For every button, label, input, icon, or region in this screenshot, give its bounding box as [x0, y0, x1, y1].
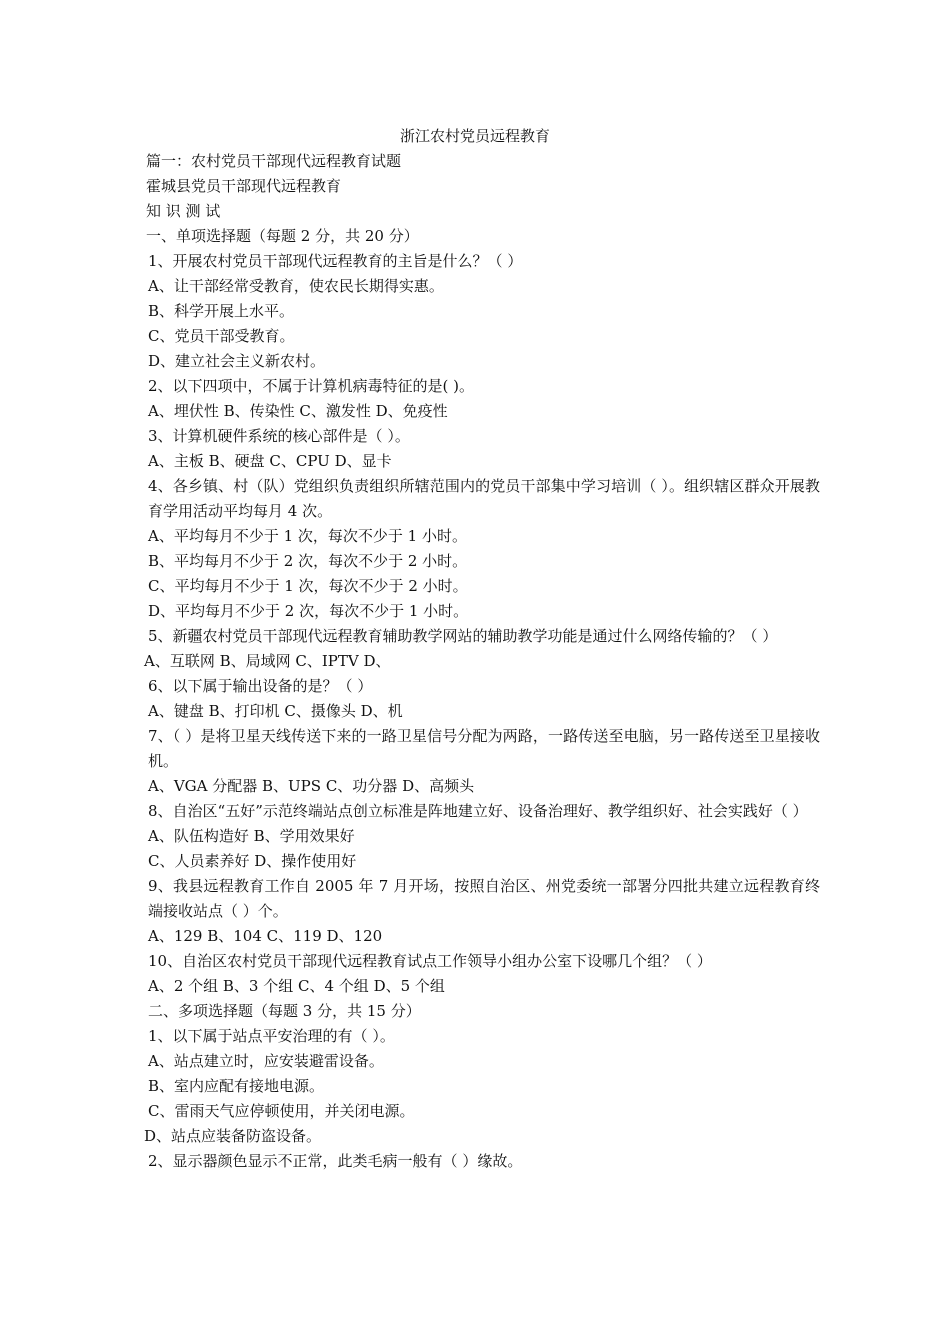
- subtitle: 知 识 测 试: [146, 202, 221, 220]
- question: 8、自治区“五好”示范终端站点创立标准是阵地建立好、设备治理好、教学组织好、社会实践好（ ）: [148, 802, 808, 820]
- question: 1、开展农村党员干部现代远程教育的主旨是什么？（ ）: [148, 252, 523, 270]
- option: D、建立社会主义新农村。: [148, 352, 326, 370]
- option: B、室内应配有接地电源。: [148, 1077, 325, 1095]
- question: 1、以下属于站点平安治理的有（ ）。: [148, 1027, 395, 1045]
- section-heading: 篇一：农村党员干部现代远程教育试题: [146, 152, 402, 170]
- option: A、VGA 分配器 B、UPS C、功分器 D、高频头: [148, 777, 475, 795]
- option: C、平均每月不少于 1 次，每次不少于 2 小时。: [148, 577, 468, 595]
- question: 4、各乡镇、村（队）党组织负责组织所辖范围内的党员干部集中学习培训（ ）。组织辖区群众开展教育学用活动平均每月 4 次。: [148, 477, 820, 520]
- option: A、互联网 B、局域网 C、IPTV D、: [144, 652, 391, 670]
- question: 2、以下四项中，不属于计算机病毒特征的是( )。: [148, 377, 475, 395]
- question: 7、（ ）是将卫星天线传送下来的一路卫星信号分配为两路，一路传送至电脑，另一路传送至卫星接收机。: [148, 727, 820, 770]
- question: 9、我县远程教育工作自 2005 年 7 月开场，按照自治区、州党委统一部署分四批共建立远程教育终端接收站点（ ）个。: [148, 877, 820, 920]
- option: D、站点应装备防盗设备。: [144, 1127, 322, 1145]
- option: C、党员干部受教育。: [148, 327, 295, 345]
- option: A、让干部经常受教育，使农民长期得实惠。: [148, 277, 444, 295]
- option: B、平均每月不少于 2 次，每次不少于 2 小时。: [148, 552, 468, 570]
- option: D、平均每月不少于 2 次，每次不少于 1 小时。: [148, 602, 469, 620]
- option: A、队伍构造好 B、学用效果好: [148, 827, 355, 845]
- option: A、主板 B、硬盘 C、CPU D、显卡: [148, 452, 392, 470]
- option: B、科学开展上水平。: [148, 302, 295, 320]
- document-body: [146, 149, 820, 1174]
- option: A、站点建立时，应安装避雷设备。: [148, 1052, 384, 1070]
- part-heading: 一、单项选择题（每题 2 分，共 20 分）: [146, 227, 419, 245]
- option: C、人员素养好 D、操作使用好: [148, 852, 357, 870]
- option: A、键盘 B、打印机 C、摄像头 D、机: [148, 702, 403, 720]
- question: 10、自治区农村党员干部现代远程教育试点工作领导小组办公室下设哪几个组？（ ）: [148, 952, 712, 970]
- option: C、雷雨天气应停顿使用，并关闭电源。: [148, 1102, 415, 1120]
- question: 6、以下属于输出设备的是？（ ）: [148, 677, 373, 695]
- option: A、2 个组 B、3 个组 C、4 个组 D、5 个组: [148, 977, 445, 995]
- question: 2、显示器颜色显示不正常，此类毛病一般有（ ）缘故。: [148, 1152, 523, 1170]
- option: A、129 B、104 C、119 D、120: [148, 927, 383, 945]
- part-heading: 二、多项选择题（每题 3 分，共 15 分）: [148, 1002, 421, 1020]
- option: A、平均每月不少于 1 次，每次不少于 1 小时。: [148, 527, 467, 545]
- option: A、埋伏性 B、传染性 C、激发性 D、免疫性: [148, 402, 448, 420]
- subtitle: 霍城县党员干部现代远程教育: [146, 177, 342, 195]
- question: 3、计算机硬件系统的核心部件是（ ）。: [148, 427, 410, 445]
- question: 5、新疆农村党员干部现代远程教育辅助教学网站的辅助教学功能是通过什么网络传输的？（ ）: [148, 627, 778, 645]
- document-title: 浙江农村党员远程教育: [399, 127, 550, 145]
